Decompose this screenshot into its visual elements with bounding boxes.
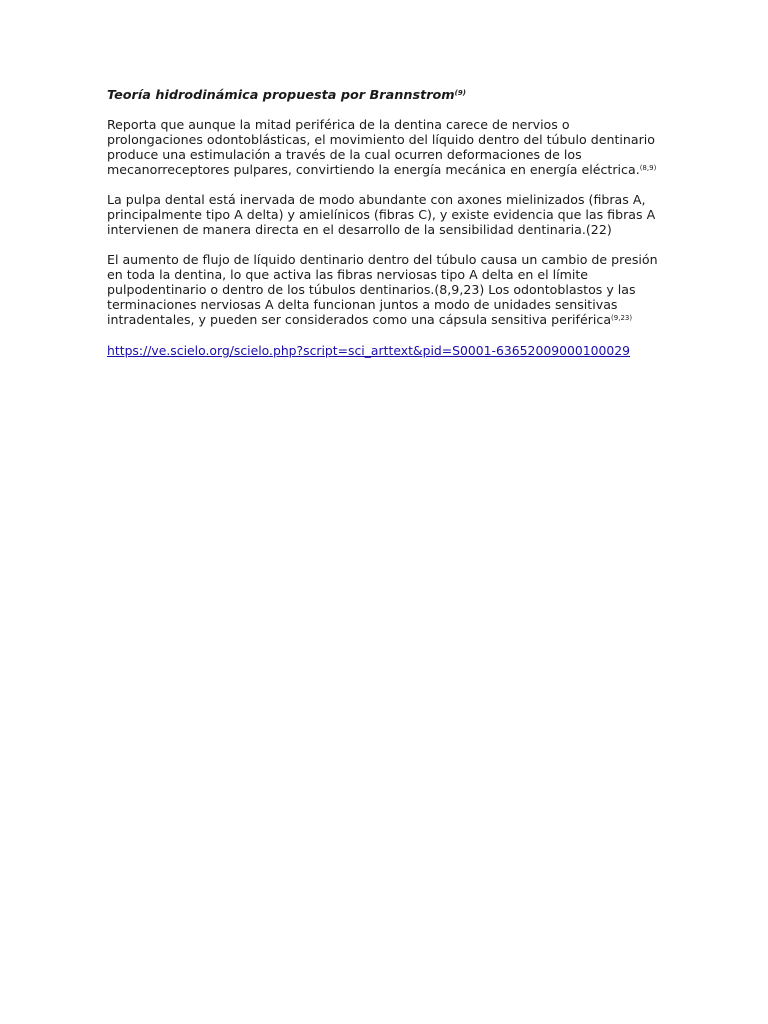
paragraph-2: [107, 192, 668, 237]
source-link-paragraph: [107, 342, 668, 358]
heading-citation: (9): [454, 89, 466, 97]
paragraph-2-text: La pulpa dental está inervada de modo abundante con axones mielinizados (fibras A, principalmente tipo A delta) y amielínicos (fibras C), y existe evidencia que las fibras A intervienen de manera directa en el desarrollo de la sensibilidad dentinaria.(22): [107, 192, 656, 237]
paragraph-1-citation: (8,9): [639, 164, 657, 172]
paragraph-1: [107, 117, 668, 177]
heading-text: Teoría hidrodinámica propuesta por Brannstrom: [107, 88, 455, 103]
paragraph-1-text: Reporta que aunque la mitad periférica de la dentina carece de nervios o prolongaciones odontoblásticas, el movimiento del líquido dentro del túbulo dentinario produce una estimulación a través de la cual ocurren deformaciones de los mecanorreceptores pulpares, convirtiendo la energía mecánica en energía eléctrica.: [107, 117, 655, 177]
paragraph-3-text: El aumento de flujo de líquido dentinario dentro del túbulo causa un cambio de presión en toda la dentina, lo que activa las fibras nerviosas tipo A delta en el límite pulpodentinario o dentro de los túbulos dentinarios.(8,9,23) Los odontoblastos y las terminaciones nerviosas A delta funcionan juntos a modo de unidades sensitivas intradentales, y pueden ser considerados como una cápsula sensitiva periférica: [107, 252, 658, 327]
paragraph-3: [107, 252, 668, 327]
section-heading: [107, 88, 668, 103]
paragraph-3-citation: (9,23): [611, 314, 633, 322]
source-link[interactable]: https://ve.scielo.org/scielo.php?script=sci_arttext&pid=S0001-63652009000100029: [107, 343, 631, 358]
